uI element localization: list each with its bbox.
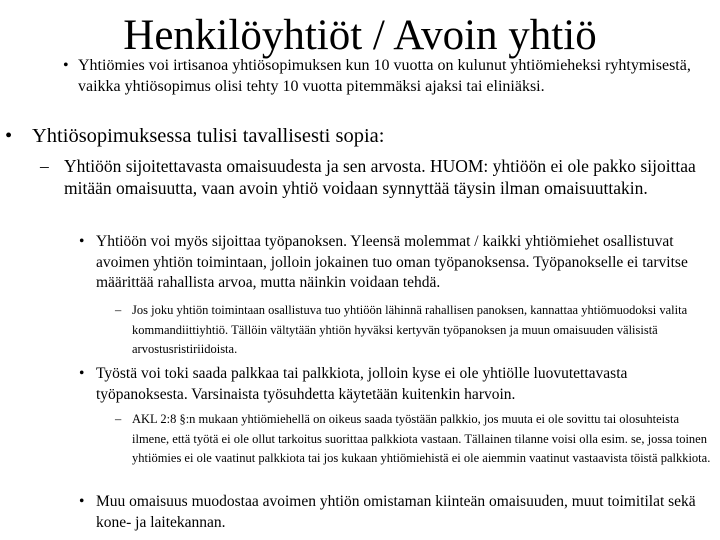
bullet-text: Yhtiösopimuksessa tulisi tavallisesti sopia: <box>32 125 385 147</box>
dash-text: Yhtiöön sijoitettavasta omaisuudesta ja sen arvosta. HUOM: yhtiöön ei ole pakko sijoittaa mitään omaisuutta, vaan avoin yhtiö voidaan synnyttää täysin ilman omaisuuttakin. <box>64 156 696 198</box>
bullet-text: Muu omaisuus muodostaa avoimen yhtiön omistaman kiinteän omaisuuden, muut toimitilat sekä kone- ja laitekannan. <box>96 493 696 531</box>
bullet-item-agreement <box>5 123 712 149</box>
dash-icon: – <box>115 303 122 317</box>
dash-item-akl-rule <box>115 410 714 469</box>
bullet-item-work-contribution <box>79 232 701 294</box>
bullet-item-termination <box>63 55 708 97</box>
bullet-icon: • <box>79 233 85 250</box>
dash-item-limited-partnership <box>115 301 714 360</box>
bullet-text: Yhtiömies voi irtisanoa yhtiösopimuksen kun 10 vuotta on kulunut yhtiömieheksi ryhtymisestä, vaikka yhtiösopimus olisi tehty 10 vuotta pitemmäksi ajaksi tai eliniäksi. <box>78 57 691 95</box>
bullet-icon: • <box>79 493 85 510</box>
slide-title: Henkilöyhtiöt / Avoin yhtiö <box>123 12 597 59</box>
bullet-text: Työstä voi toki saada palkkaa tai palkkiota, jolloin kyse ei ole yhtiölle luovutettavasta työpanoksesta. Varsinaista työsuhdetta käytetään kuitenkin harvoin. <box>96 365 628 403</box>
bullet-item-other-property <box>79 492 701 533</box>
bullet-icon: • <box>5 125 13 147</box>
bullet-text: Yhtiöön voi myös sijoittaa työpanoksen. Yleensä molemmat / kaikki yhtiömiehet osallistuvat avoimen yhtiön toimintaan, jolloin jokainen tuo oman työpanoksensa. Työpanokselle ei tarvitse määrittää rahallista arvoa, mutta näinkin voidaan tehdä. <box>96 233 688 291</box>
dash-item-invested-property <box>40 156 696 199</box>
bullet-icon: • <box>63 57 69 74</box>
bullet-item-salary <box>79 364 701 405</box>
dash-text: Jos joku yhtiön toimintaan osallistuva tuo yhtiöön lähinnä rahallisen panoksen, kannattaa yhtiömuodoksi valita kommandiittiyhtiö. Tällöin vältytään yhtiön hyväksi kertyvän työpanoksen ja muun omaisuuden välisistä arvostusristiriidoista. <box>132 303 688 356</box>
bullet-icon: • <box>79 365 85 382</box>
dash-text: AKL 2:8 §:n mukaan yhtiömiehellä on oikeus saada työstään palkkio, jos muuta ei ole sovittu tai olosuhteista ilmene, että työtä ei ole ollut tarkoitus suorittaa palkkiota vastaan. Tällainen tilanne voisi olla esim. se, jossa toinen yhtiömies ei ole vaatinut palkkiota tai jos kukaan yhtiömiehistä ei ole aiemmin vaatinut vastaavista töistä palkkiota. <box>132 412 711 465</box>
dash-icon: – <box>115 412 122 426</box>
dash-icon: – <box>40 156 49 176</box>
